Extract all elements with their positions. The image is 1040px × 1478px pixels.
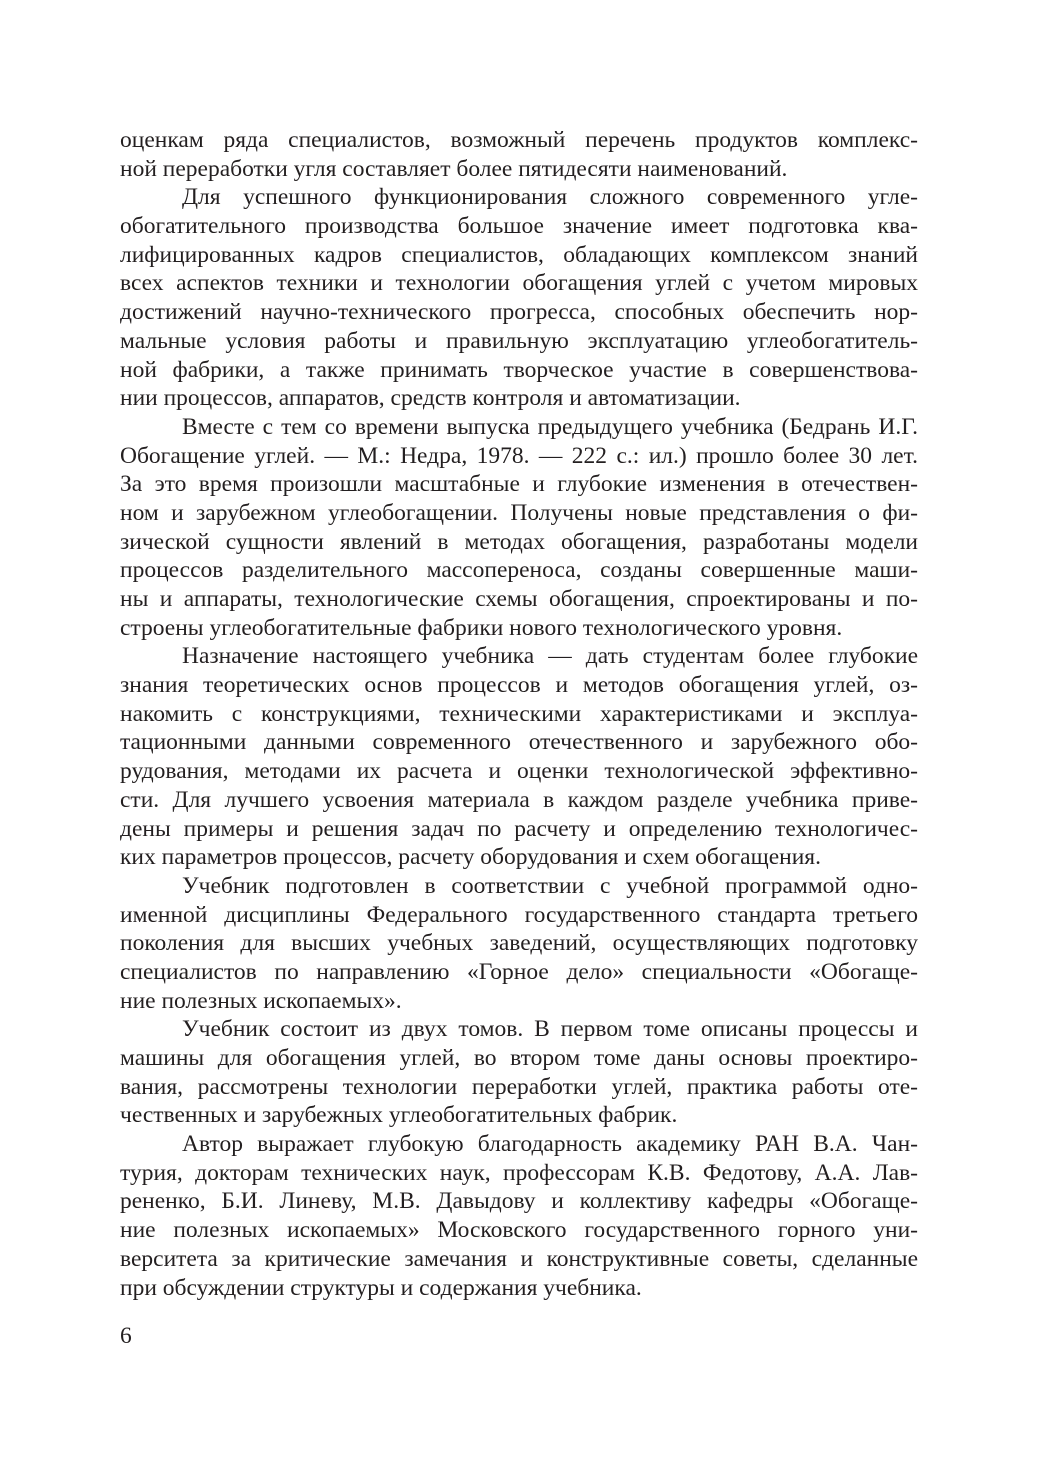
text-line: тационными данными современного отечественного и зарубежного обо- bbox=[120, 729, 918, 756]
text-line: ной переработки угля составляет более пятидесяти наименований. bbox=[120, 155, 788, 182]
text-line: ном и зарубежном углеобогащении. Получены новые представления о фи- bbox=[120, 499, 918, 526]
text-line: обогатительного производства большое значение имеет подготовка ква- bbox=[120, 213, 918, 240]
text-line: чественных и зарубежных углеобогатительных фабрик. bbox=[120, 1102, 678, 1129]
text-line: рудования, методами их расчета и оценки технологической эффективно- bbox=[120, 758, 918, 785]
text-line: турия, докторам технических наук, профессорам К.В. Федотову, А.А. Лав- bbox=[120, 1159, 918, 1186]
text-line: процессов разделительного массопереноса, созданы совершенные маши- bbox=[120, 557, 918, 584]
text-line: ны и аппараты, технологические схемы обогащения, спроектированы и по- bbox=[120, 586, 918, 612]
page-number: 6 bbox=[120, 1323, 132, 1349]
text-line: машины для обогащения углей, во втором томе даны основы проектиро- bbox=[120, 1045, 918, 1071]
text-line: вания, рассмотрены технологии переработки углей, практика работы оте- bbox=[120, 1073, 918, 1100]
text-line: Для успешного функционирования сложного современного угле- bbox=[182, 184, 918, 211]
text-line: лифицированных кадров специалистов, обладающих комплексом знаний bbox=[120, 241, 918, 268]
text-line: Обогащение углей. — М.: Недра, 1978. — 222 с.: ил.) прошло более 30 лет. bbox=[120, 442, 918, 469]
text-line: мальные условия работы и правильную эксплуатацию углеобогатитель- bbox=[120, 327, 918, 354]
text-line: ние полезных ископаемых». bbox=[120, 987, 402, 1014]
text-line: достижений научно-технического прогресса, способных обеспечить нор- bbox=[120, 299, 918, 326]
body-text bbox=[120, 126, 918, 1302]
text-line: ной фабрики, а также принимать творческое участие в совершенствова- bbox=[120, 356, 918, 383]
text-line: ких параметров процессов, расчету оборудования и схем обогащения. bbox=[120, 844, 821, 871]
text-line: строены углеобогатительные фабрики нового технологического уровня. bbox=[120, 614, 843, 641]
text-line: именной дисциплины Федерального государственного стандарта третьего bbox=[120, 901, 918, 928]
text-line: зической сущности явлений в методах обогащения, разработаны модели bbox=[120, 528, 918, 555]
text-line: Учебник состоит из двух томов. В первом томе описаны процессы и bbox=[182, 1016, 918, 1043]
text-line: всех аспектов техники и технологии обогащения углей с учетом мировых bbox=[120, 270, 918, 297]
text-line: оценкам ряда специалистов, возможный перечень продуктов комплекс- bbox=[120, 127, 918, 153]
text-line: Автор выражает глубокую благодарность академику РАН В.А. Чан- bbox=[182, 1131, 918, 1158]
text-line: Учебник подготовлен в соответствии с учебной программой одно- bbox=[182, 872, 918, 899]
text-line: Назначение настоящего учебника — дать студентам более глубокие bbox=[182, 643, 918, 670]
text-line: при обсуждении структуры и содержания учебника. bbox=[120, 1274, 642, 1301]
text-line: накомить с конструкциями, техническими характеристиками и эксплуа- bbox=[120, 700, 918, 727]
text-line: рененко, Б.И. Линеву, М.В. Давыдову и коллективу кафедры «Обогаще- bbox=[120, 1188, 918, 1215]
text-line: Вместе с тем со времени выпуска предыдущего учебника (Бедрань И.Г. bbox=[182, 413, 918, 440]
text-line: ние полезных ископаемых» Московского государственного горного уни- bbox=[120, 1217, 918, 1244]
text-line: поколения для высших учебных заведений, осуществляющих подготовку bbox=[120, 930, 918, 957]
text-line: сти. Для лучшего усвоения материала в каждом разделе учебника приве- bbox=[120, 786, 918, 813]
text-line: верситета за критические замечания и конструктивные советы, сделанные bbox=[120, 1245, 918, 1272]
text-line: знания теоретических основ процессов и методов обогащения углей, оз- bbox=[120, 672, 918, 699]
text-line: специалистов по направлению «Горное дело» специальности «Обогаще- bbox=[120, 958, 918, 985]
text-line: дены примеры и решения задач по расчету и определению технологичес- bbox=[120, 815, 918, 842]
text-line: нии процессов, аппаратов, средств контроля и автоматизации. bbox=[120, 385, 741, 412]
text-line: За это время произошли масштабные и глубокие изменения в отечествен- bbox=[120, 471, 918, 498]
